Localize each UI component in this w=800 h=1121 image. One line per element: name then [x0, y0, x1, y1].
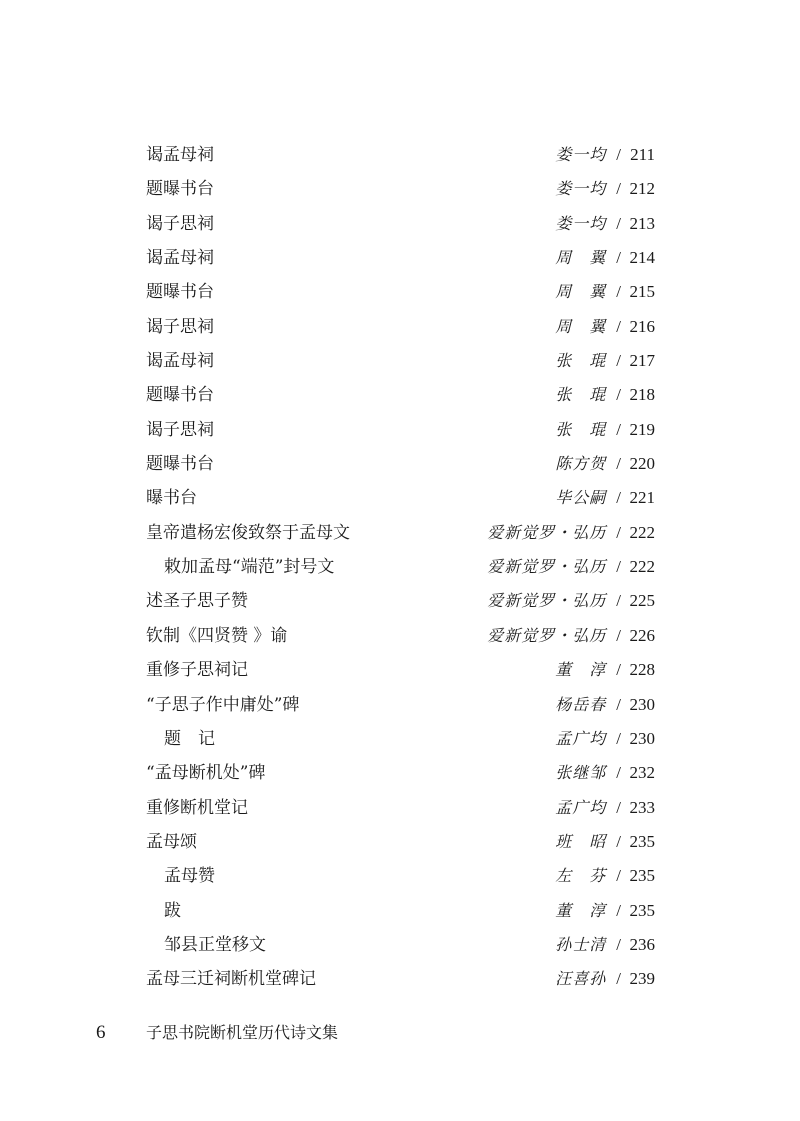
toc-entry-page: 222 [629, 522, 655, 542]
toc-entry-author: 爱新觉罗・弘历 [487, 557, 607, 577]
toc-entry-page: 216 [629, 316, 655, 336]
toc-entry-author: 孟广均 [555, 728, 607, 748]
toc-entry-author: 杨岳春 [555, 694, 607, 714]
toc-entry-page: 230 [629, 728, 655, 748]
toc-entry-attribution [555, 756, 655, 790]
toc-entry-attribution [555, 722, 655, 756]
toc-entry-separator: / [616, 522, 621, 542]
toc-entry-title: “子思子作中庸处”碑 [146, 694, 300, 715]
toc-entry-attribution [555, 138, 655, 172]
toc-entry-title: 谒子思祠 [146, 316, 214, 337]
toc-entry-separator: / [616, 934, 621, 954]
toc-entry-attribution [555, 413, 655, 447]
toc-entry-attribution [555, 481, 655, 515]
toc-entry-separator: / [616, 591, 621, 611]
toc-entry-page: 212 [629, 179, 655, 199]
toc-entry-title: 钦制《四贤赞 》谕 [146, 625, 288, 646]
toc-entry-author: 爱新觉罗・弘历 [487, 591, 607, 611]
toc-entry [0, 310, 800, 344]
toc-entry-separator: / [616, 454, 621, 474]
toc-entry-author: 孟广均 [555, 797, 607, 817]
toc-entry-title: 谒孟母祠 [146, 248, 214, 269]
toc-entry-page: 218 [629, 385, 655, 405]
toc-entry-attribution [555, 172, 655, 206]
toc-entry-page: 221 [629, 488, 655, 508]
toc-entry-title: 重修断机堂记 [146, 797, 248, 818]
toc-entry-separator: / [616, 248, 621, 268]
toc-entry-author: 董 淳 [555, 660, 607, 680]
toc-entry-separator: / [616, 728, 621, 748]
toc-entry-author: 张 琨 [555, 385, 607, 405]
toc-entry [0, 516, 800, 550]
toc-entry-attribution [555, 894, 655, 928]
toc-entry-attribution [555, 207, 655, 241]
toc-entry-author: 班 昭 [555, 831, 607, 851]
toc-entry-separator: / [616, 557, 621, 577]
toc-entry [0, 481, 800, 515]
toc-entry-title: 邹县正堂移文 [164, 934, 266, 955]
toc-entry-title: 跋 [164, 900, 181, 921]
toc-entry [0, 928, 800, 962]
toc-entry-attribution [555, 791, 655, 825]
toc-entry-page: 225 [629, 591, 655, 611]
toc-entry-page: 230 [629, 694, 655, 714]
toc-entry-page: 215 [629, 282, 655, 302]
toc-entry-title: 孟母赞 [164, 866, 215, 887]
toc-entry-title: 题曝书台 [146, 179, 214, 200]
toc-entry [0, 619, 800, 653]
toc-entry-author: 陈方贺 [555, 454, 607, 474]
toc-entry-page: 239 [629, 969, 655, 989]
toc-entry [0, 275, 800, 309]
toc-entry-author: 孙士清 [555, 934, 607, 954]
toc-entry-title: 题曝书台 [146, 454, 214, 475]
toc-entry-attribution [555, 344, 655, 378]
toc-entry-author: 汪喜孙 [555, 969, 607, 989]
toc-entry-author: 爱新觉罗・弘历 [487, 522, 607, 542]
toc-entry [0, 138, 800, 172]
toc-entry-page: 233 [629, 797, 655, 817]
toc-entry-attribution [555, 653, 655, 687]
toc-entry-attribution [555, 688, 655, 722]
toc-entry-page: 228 [629, 660, 655, 680]
toc-entry-author: 周 翼 [555, 248, 607, 268]
toc-entry-page: 213 [629, 213, 655, 233]
toc-entry-page: 236 [629, 934, 655, 954]
toc-entry-attribution [555, 928, 655, 962]
toc-entry [0, 653, 800, 687]
toc-entry [0, 344, 800, 378]
toc-entry-separator: / [616, 419, 621, 439]
toc-entry-page: 232 [629, 763, 655, 783]
toc-entry [0, 962, 800, 996]
toc-entry-separator: / [616, 385, 621, 405]
toc-entry-separator: / [616, 660, 621, 680]
toc-entry [0, 550, 800, 584]
toc-entry-separator: / [616, 625, 621, 645]
toc-entry [0, 584, 800, 618]
toc-entry-separator: / [616, 179, 621, 199]
toc-entry-page: 235 [629, 831, 655, 851]
toc-entry-page: 235 [629, 900, 655, 920]
toc-entry-separator: / [616, 145, 621, 164]
toc-entry-page: 217 [629, 351, 655, 371]
toc-entry-separator: / [616, 797, 621, 817]
toc-entry-title: 题曝书台 [146, 282, 214, 303]
toc-entry-page: 211 [630, 145, 655, 164]
toc-entry-title: 谒孟母祠 [146, 145, 214, 165]
toc-entry-separator: / [616, 351, 621, 371]
toc-entry-separator: / [616, 282, 621, 302]
toc-entry-title: 题 记 [164, 728, 215, 749]
toc-entry [0, 791, 800, 825]
toc-entry [0, 825, 800, 859]
toc-entry-title: 敕加孟母“端范”封号文 [164, 557, 335, 578]
toc-entry-title: 谒子思祠 [146, 213, 214, 234]
toc-entry-title: 谒孟母祠 [146, 351, 214, 372]
toc-entry-title: 述圣子思子赞 [146, 591, 248, 612]
toc-entry-attribution [487, 584, 655, 618]
toc-entry-author: 周 翼 [555, 282, 607, 302]
toc-entry-page: 219 [629, 419, 655, 439]
toc-entry-title: 曝书台 [146, 488, 197, 509]
book-title: 子思书院断机堂历代诗文集 [146, 1023, 339, 1042]
toc-entry [0, 172, 800, 206]
toc-entry-author: 娄一均 [555, 179, 607, 199]
toc-entry-attribution [555, 378, 655, 412]
toc-entry-author: 娄一均 [555, 213, 607, 233]
toc-entry-separator: / [616, 900, 621, 920]
toc-entry [0, 859, 800, 893]
page-number: 6 [96, 1022, 106, 1043]
toc-entry-title: 谒子思祠 [146, 419, 214, 440]
toc-entry-attribution [555, 825, 655, 859]
toc-entry-attribution [487, 516, 655, 550]
toc-entry [0, 413, 800, 447]
toc-entry-author: 董 淳 [555, 900, 607, 920]
toc-entry [0, 207, 800, 241]
toc-entry [0, 378, 800, 412]
toc-entry-attribution [555, 859, 655, 893]
toc-entry-page: 222 [629, 557, 655, 577]
table-of-contents [0, 138, 800, 997]
toc-entry-separator: / [616, 763, 621, 783]
toc-entry-attribution [555, 447, 655, 481]
toc-entry-author: 张继邹 [555, 763, 607, 783]
toc-entry-separator: / [616, 213, 621, 233]
toc-entry-title: 孟母颂 [146, 831, 197, 852]
toc-entry-author: 张 琨 [555, 419, 607, 439]
toc-entry [0, 241, 800, 275]
toc-entry [0, 688, 800, 722]
toc-entry-author: 毕公嗣 [555, 488, 607, 508]
toc-entry-page: 214 [629, 248, 655, 268]
toc-entry-author: 娄一均 [555, 145, 607, 164]
toc-entry-separator: / [616, 316, 621, 336]
toc-entry-author: 左 芬 [555, 866, 607, 886]
toc-entry-separator: / [616, 866, 621, 886]
toc-entry-author: 周 翼 [555, 316, 607, 336]
page-footer [96, 1020, 338, 1044]
toc-entry-separator: / [616, 831, 621, 851]
toc-entry-attribution [487, 619, 655, 653]
toc-entry-attribution [555, 310, 655, 344]
toc-entry-separator: / [616, 694, 621, 714]
toc-entry-attribution [555, 275, 655, 309]
toc-entry [0, 722, 800, 756]
toc-entry-author: 爱新觉罗・弘历 [487, 625, 607, 645]
toc-entry-title: 题曝书台 [146, 385, 214, 406]
toc-entry [0, 894, 800, 928]
toc-entry-attribution [555, 962, 655, 996]
toc-entry-title: 孟母三迁祠断机堂碑记 [146, 969, 316, 990]
toc-entry-attribution [487, 550, 655, 584]
toc-entry-separator: / [616, 488, 621, 508]
toc-entry-title: 皇帝遣杨宏俊致祭于孟母文 [146, 522, 350, 543]
toc-entry-attribution [555, 241, 655, 275]
toc-entry-page: 220 [629, 454, 655, 474]
toc-entry-title: “孟母断机处”碑 [146, 763, 266, 784]
toc-entry-title: 重修子思祠记 [146, 660, 248, 681]
toc-entry-page: 226 [629, 625, 655, 645]
toc-entry-author: 张 琨 [555, 351, 607, 371]
toc-entry [0, 756, 800, 790]
toc-entry [0, 447, 800, 481]
toc-entry-separator: / [616, 969, 621, 989]
toc-entry-page: 235 [629, 866, 655, 886]
